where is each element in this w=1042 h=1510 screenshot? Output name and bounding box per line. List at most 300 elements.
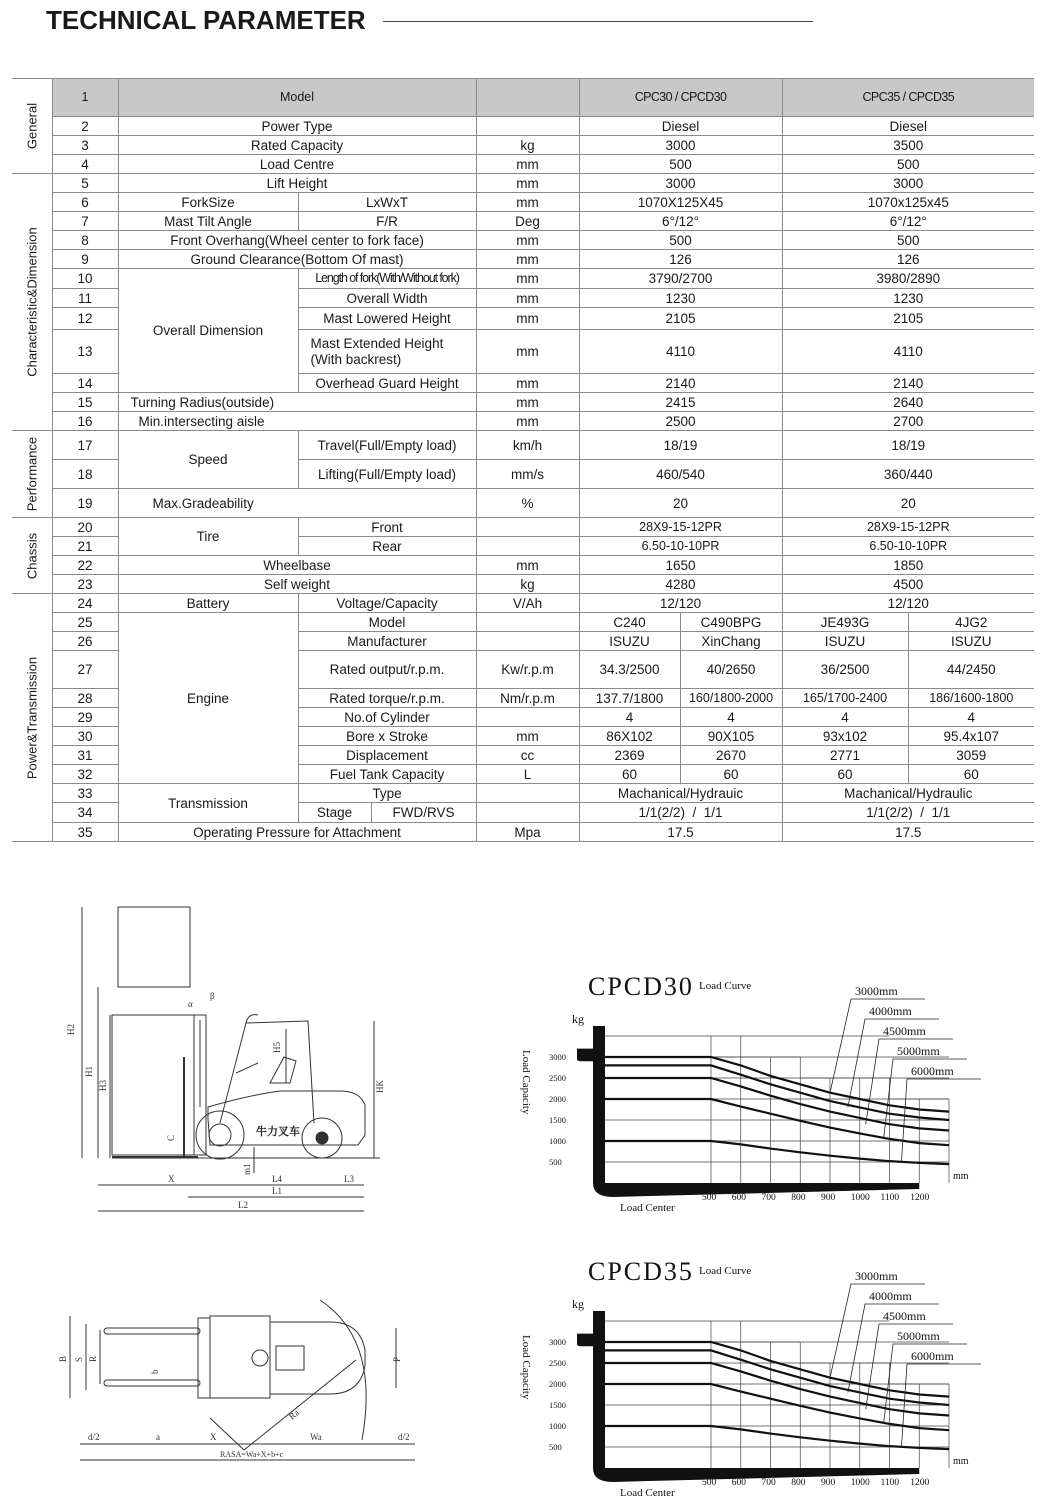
fork-top bbox=[104, 1328, 200, 1334]
technical-parameter-table bbox=[12, 78, 1034, 842]
dim-l1: L1 bbox=[272, 1186, 282, 1196]
x-tick-label: 700 bbox=[761, 1193, 776, 1203]
tilt-alpha: α bbox=[188, 999, 193, 1009]
category-general bbox=[12, 79, 52, 174]
row-value-b2: 3059 bbox=[908, 746, 1034, 765]
x-tick-label: 600 bbox=[731, 1193, 746, 1203]
row-number: 7 bbox=[52, 212, 118, 231]
row-value-b: 17.5 bbox=[782, 823, 1034, 842]
row-item: Voltage/Capacity bbox=[298, 594, 476, 613]
row-number: 19 bbox=[52, 489, 118, 518]
title-rule bbox=[383, 21, 813, 22]
legend-leader-line bbox=[901, 1079, 981, 1163]
y-tick-label: 500 bbox=[549, 1157, 562, 1167]
row-item: Lift Height bbox=[118, 174, 476, 193]
row-item: Front bbox=[298, 518, 476, 537]
row-number: 5 bbox=[52, 174, 118, 193]
row-value-b1: 60 bbox=[782, 765, 908, 784]
row-value-b: 2700 bbox=[782, 412, 1034, 431]
row-item: Lifting(Full/Empty load) bbox=[298, 460, 476, 489]
category-power-label: Power&Transmission bbox=[24, 656, 40, 779]
x-unit-label: mm bbox=[953, 1456, 969, 1467]
row-value-b1: 2771 bbox=[782, 746, 908, 765]
row-value-b2: 186/1600-1800 bbox=[908, 689, 1034, 708]
x-tick-label: 500 bbox=[702, 1478, 717, 1488]
row-value-b2: 4JG2 bbox=[908, 613, 1034, 632]
table-header-row bbox=[12, 79, 1034, 117]
tilt-beta: β bbox=[210, 991, 215, 1001]
dim-a: a bbox=[156, 1432, 160, 1442]
header-model-b: CPC35 / CPCD35 bbox=[782, 79, 1034, 117]
table-row bbox=[12, 393, 1034, 412]
row-value-a: 28X9-15-12PR bbox=[579, 518, 782, 537]
row-value-b: 3500 bbox=[782, 136, 1034, 155]
dim-l4: L4 bbox=[272, 1174, 282, 1184]
table-row bbox=[12, 174, 1034, 193]
dim-d2-right: d/2 bbox=[398, 1432, 410, 1442]
row-item: LxWxT bbox=[298, 193, 476, 212]
row-number: 30 bbox=[52, 727, 118, 746]
row-number: 35 bbox=[52, 823, 118, 842]
row-unit: Kw/r.p.m bbox=[476, 651, 579, 689]
load-curve-chart-cpcd35 bbox=[515, 1250, 985, 1510]
chart-subtitle: Load Curve bbox=[699, 1265, 752, 1277]
front-axle-area bbox=[210, 1316, 270, 1398]
row-number: 25 bbox=[52, 613, 118, 632]
row-unit: Nm/r.p.m bbox=[476, 689, 579, 708]
dim-c: C bbox=[166, 1134, 176, 1141]
row-value-a: 4110 bbox=[579, 330, 782, 374]
row-number: 22 bbox=[52, 556, 118, 575]
row-value-b: 500 bbox=[782, 155, 1034, 174]
row-number: 4 bbox=[52, 155, 118, 174]
table-row bbox=[12, 489, 1034, 518]
dim-d2-left: d/2 bbox=[88, 1432, 100, 1442]
x-tick-label: 1000 bbox=[850, 1193, 870, 1203]
row-number: 26 bbox=[52, 632, 118, 651]
table-row bbox=[12, 231, 1034, 250]
legend-leader-line bbox=[901, 1364, 981, 1448]
row-value-b: Machanical/Hydraulic bbox=[782, 784, 1034, 803]
fork-hook bbox=[577, 1049, 593, 1062]
steering-wheel bbox=[252, 1350, 268, 1366]
x-tick-label: 1200 bbox=[910, 1478, 930, 1488]
row-number: 16 bbox=[52, 412, 118, 431]
row-value-a: 1650 bbox=[579, 556, 782, 575]
x-tick-label: 800 bbox=[791, 1193, 806, 1203]
row-number: 12 bbox=[52, 308, 118, 330]
row-value-a: 2105 bbox=[579, 308, 782, 330]
x-unit-label: mm bbox=[953, 1171, 969, 1182]
row-number: 14 bbox=[52, 374, 118, 393]
row-number: 27 bbox=[52, 651, 118, 689]
row-unit: mm bbox=[476, 269, 579, 289]
table-row bbox=[12, 784, 1034, 803]
row-value-a: 3000 bbox=[579, 174, 782, 193]
table-row bbox=[12, 136, 1034, 155]
table-row bbox=[12, 412, 1034, 431]
legend-label: 4000mm bbox=[869, 1004, 912, 1018]
table-row bbox=[12, 823, 1034, 842]
lowered-load-outline bbox=[112, 1015, 194, 1155]
row-unit: mm bbox=[476, 231, 579, 250]
row-number: 3 bbox=[52, 136, 118, 155]
row-item: Load Centre bbox=[118, 155, 476, 174]
row-unit: Deg bbox=[476, 212, 579, 231]
row-item: Operating Pressure for Attachment bbox=[118, 823, 476, 842]
table-row bbox=[12, 250, 1034, 269]
row-value-b: 2640 bbox=[782, 393, 1034, 412]
x-tick-label: 500 bbox=[702, 1193, 717, 1203]
dim-b-small: b bbox=[150, 1369, 160, 1374]
row-value-b: 4110 bbox=[782, 330, 1034, 374]
row-value-b: 1850 bbox=[782, 556, 1034, 575]
row-value-a: Machanical/Hydrauic bbox=[579, 784, 782, 803]
chart-subtitle: Load Curve bbox=[699, 980, 752, 992]
row-value-a: 500 bbox=[579, 231, 782, 250]
row-item: Mast Lowered Height bbox=[298, 308, 476, 330]
dim-s: S bbox=[74, 1356, 84, 1362]
y-tick-label: 3000 bbox=[549, 1052, 566, 1062]
fork-bottom bbox=[104, 1380, 200, 1386]
seat bbox=[276, 1346, 304, 1370]
row-item-line1: Mast Extended Height bbox=[310, 335, 444, 351]
row-value-a: 2415 bbox=[579, 393, 782, 412]
dim-r: R bbox=[88, 1355, 98, 1362]
row-value-a1: 60 bbox=[579, 765, 680, 784]
curve-6000mm bbox=[605, 1141, 949, 1164]
row-unit: kg bbox=[476, 575, 579, 594]
row-item: Fuel Tank Capacity bbox=[298, 765, 476, 784]
row-item: Turning Radius(outside) bbox=[118, 393, 476, 412]
fork-hook bbox=[577, 1334, 593, 1347]
x-tick-label: 1100 bbox=[880, 1193, 900, 1203]
row-value-a: 17.5 bbox=[579, 823, 782, 842]
row-number: 18 bbox=[52, 460, 118, 489]
table-row bbox=[12, 613, 1034, 632]
row-value-b: 20 bbox=[782, 489, 1034, 518]
group-fork-size: ForkSize bbox=[118, 193, 298, 212]
row-value-a1: 34.3/2500 bbox=[579, 651, 680, 689]
row-unit bbox=[476, 613, 579, 632]
row-unit: kg bbox=[476, 136, 579, 155]
table-row bbox=[12, 155, 1034, 174]
row-unit: cc bbox=[476, 746, 579, 765]
row-number: 29 bbox=[52, 708, 118, 727]
dim-l3: L3 bbox=[344, 1174, 354, 1184]
dim-b: B bbox=[58, 1355, 68, 1362]
row-item: Rated output/r.p.m. bbox=[298, 651, 476, 689]
row-value-b: 126 bbox=[782, 250, 1034, 269]
row-value-b1: 93x102 bbox=[782, 727, 908, 746]
x-tick-label: 900 bbox=[821, 1193, 836, 1203]
row-number: 11 bbox=[52, 289, 118, 308]
category-power-transmission bbox=[12, 594, 52, 842]
y-tick-label: 2500 bbox=[549, 1358, 566, 1368]
x-tick-label: 1200 bbox=[910, 1193, 930, 1203]
table-row bbox=[12, 193, 1034, 212]
overhead-guard bbox=[220, 1021, 314, 1123]
row-number: 17 bbox=[52, 431, 118, 460]
row-number: 1 bbox=[52, 79, 118, 117]
x-tick-label: 1000 bbox=[850, 1478, 870, 1488]
row-value-b: 6°/12° bbox=[782, 212, 1034, 231]
group-mast-tilt: Mast Tilt Angle bbox=[118, 212, 298, 231]
chart-title: CPCD35 bbox=[588, 1257, 694, 1286]
dim-hk: HK bbox=[375, 1080, 385, 1093]
row-value-a: 1230 bbox=[579, 289, 782, 308]
dim-x: X bbox=[168, 1174, 175, 1184]
row-item: Ground Clearance(Bottom Of mast) bbox=[118, 250, 476, 269]
row-value-a: 500 bbox=[579, 155, 782, 174]
x-tick-label: 1100 bbox=[880, 1478, 900, 1488]
row-number: 31 bbox=[52, 746, 118, 765]
row-item bbox=[298, 803, 476, 823]
row-value-a1: ISUZU bbox=[579, 632, 680, 651]
row-item: Overhead Guard Height bbox=[298, 374, 476, 393]
row-value-a1: 2369 bbox=[579, 746, 680, 765]
dim-h5: H5 bbox=[272, 1042, 282, 1053]
y-unit-label: kg bbox=[572, 1297, 584, 1311]
fwd-rvs-label: FWD/RVS bbox=[392, 805, 455, 820]
dim-h1: H1 bbox=[84, 1066, 94, 1077]
row-value-b1: 165/1700-2400 bbox=[782, 689, 908, 708]
header-unit bbox=[476, 79, 579, 117]
row-value-a2: 2670 bbox=[680, 746, 782, 765]
category-chassis-label: Chassis bbox=[24, 532, 40, 579]
row-number: 23 bbox=[52, 575, 118, 594]
row-unit: mm bbox=[476, 289, 579, 308]
row-value-a1: 4 bbox=[579, 708, 680, 727]
table-row bbox=[12, 117, 1034, 136]
legend-label: 5000mm bbox=[897, 1044, 940, 1058]
y-unit-label: kg bbox=[572, 1012, 584, 1026]
row-unit: mm bbox=[476, 193, 579, 212]
row-value-b: 12/120 bbox=[782, 594, 1034, 613]
x-axis-label: Load Center bbox=[620, 1487, 675, 1499]
brand-text: 牛力叉车 bbox=[256, 1126, 300, 1138]
row-unit: mm bbox=[476, 174, 579, 193]
row-value-b: 28X9-15-12PR bbox=[782, 518, 1034, 537]
row-item: Rear bbox=[298, 537, 476, 556]
header-model: Model bbox=[118, 79, 476, 117]
curve-6000mm bbox=[605, 1426, 949, 1449]
row-unit: mm bbox=[476, 308, 579, 330]
row-value-a: 460/540 bbox=[579, 460, 782, 489]
y-tick-label: 1500 bbox=[549, 1115, 566, 1125]
row-value-a2: 40/2650 bbox=[680, 651, 782, 689]
row-value-b: 18/19 bbox=[782, 431, 1034, 460]
row-number: 13 bbox=[52, 330, 118, 374]
legend-label: 4000mm bbox=[869, 1289, 912, 1303]
legend-label: 6000mm bbox=[911, 1349, 954, 1363]
x-axis-label: Load Center bbox=[620, 1202, 675, 1214]
row-value-b: 3980/2890 bbox=[782, 269, 1034, 289]
x-tick-label: 600 bbox=[731, 1478, 746, 1488]
y-tick-label: 2000 bbox=[549, 1094, 566, 1104]
table-row bbox=[12, 575, 1034, 594]
row-item-line2: (With backrest) bbox=[310, 351, 402, 367]
row-value-a: 20 bbox=[579, 489, 782, 518]
row-item: Min.intersecting aisle bbox=[118, 412, 476, 431]
row-unit bbox=[476, 784, 579, 803]
row-value-b2: ISUZU bbox=[908, 632, 1034, 651]
y-tick-label: 2500 bbox=[549, 1073, 566, 1083]
row-item: Self weight bbox=[118, 575, 476, 594]
row-value-a: 3000 bbox=[579, 136, 782, 155]
x-tick-label: 900 bbox=[821, 1478, 836, 1488]
row-value-a: 1070X125X45 bbox=[579, 193, 782, 212]
row-value-a2: 160/1800-2000 bbox=[680, 689, 782, 708]
table-row bbox=[12, 556, 1034, 575]
dim-h3: H3 bbox=[98, 1080, 108, 1091]
row-value-a: Diesel bbox=[579, 117, 782, 136]
row-value-a: 12/120 bbox=[579, 594, 782, 613]
group-tire: Tire bbox=[118, 518, 298, 556]
row-value-b: 6.50-10-10PR bbox=[782, 537, 1034, 556]
row-value-a: 18/19 bbox=[579, 431, 782, 460]
legend-label: 5000mm bbox=[897, 1329, 940, 1343]
row-value-b: 3000 bbox=[782, 174, 1034, 193]
row-value-b2: 95.4x107 bbox=[908, 727, 1034, 746]
legend-label: 3000mm bbox=[855, 1269, 898, 1283]
row-unit: mm bbox=[476, 250, 579, 269]
row-number: 9 bbox=[52, 250, 118, 269]
curve-4000mm bbox=[605, 1065, 949, 1120]
row-value-b: 4500 bbox=[782, 575, 1034, 594]
row-item: Manufacturer bbox=[298, 632, 476, 651]
row-value-b2: 44/2450 bbox=[908, 651, 1034, 689]
group-engine: Engine bbox=[118, 613, 298, 784]
row-item: Displacement bbox=[298, 746, 476, 765]
row-item: Model bbox=[298, 613, 476, 632]
row-value-a1: 86X102 bbox=[579, 727, 680, 746]
group-transmission: Transmission bbox=[118, 784, 298, 823]
raised-load-outline bbox=[118, 907, 190, 987]
group-overall-dimension: Overall Dimension bbox=[118, 269, 298, 393]
row-value-a: 2140 bbox=[579, 374, 782, 393]
table-row bbox=[12, 594, 1034, 613]
group-battery: Battery bbox=[118, 594, 298, 613]
y-tick-label: 3000 bbox=[549, 1337, 566, 1347]
row-item: Travel(Full/Empty load) bbox=[298, 431, 476, 460]
table-row bbox=[12, 431, 1034, 460]
row-unit bbox=[476, 803, 579, 823]
row-item: Rated torque/r.p.m. bbox=[298, 689, 476, 708]
row-number: 32 bbox=[52, 765, 118, 784]
row-item: Wheelbase bbox=[118, 556, 476, 575]
row-item: No.of Cylinder bbox=[298, 708, 476, 727]
row-unit: mm bbox=[476, 155, 579, 174]
row-item: Bore x Stroke bbox=[298, 727, 476, 746]
row-unit bbox=[476, 708, 579, 727]
row-number: 15 bbox=[52, 393, 118, 412]
row-value-b1: ISUZU bbox=[782, 632, 908, 651]
row-unit: mm bbox=[476, 330, 579, 374]
row-item: Max.Gradeability bbox=[118, 489, 476, 518]
category-characteristic-dimension bbox=[12, 174, 52, 431]
row-value-a: 4280 bbox=[579, 575, 782, 594]
row-unit: % bbox=[476, 489, 579, 518]
row-value-b: 500 bbox=[782, 231, 1034, 250]
row-value-b: 360/440 bbox=[782, 460, 1034, 489]
dim-ra: Ra bbox=[286, 1407, 301, 1422]
row-unit: mm bbox=[476, 556, 579, 575]
row-value-a2: C490BPG bbox=[680, 613, 782, 632]
y-axis-label: Load Capacity bbox=[520, 1050, 532, 1115]
x-tick-label: 800 bbox=[791, 1478, 806, 1488]
row-value-b: 2140 bbox=[782, 374, 1034, 393]
legend-label: 4500mm bbox=[883, 1024, 926, 1038]
row-item: Type bbox=[298, 784, 476, 803]
dim-m1: m1 bbox=[242, 1163, 252, 1175]
row-unit bbox=[476, 632, 579, 651]
fork-shape bbox=[593, 1311, 919, 1482]
row-value-a2: XinChang bbox=[680, 632, 782, 651]
table-row bbox=[12, 269, 1034, 289]
row-value-a2: 60 bbox=[680, 765, 782, 784]
row-value-b1: 36/2500 bbox=[782, 651, 908, 689]
row-item: F/R bbox=[298, 212, 476, 231]
row-item: Power Type bbox=[118, 117, 476, 136]
y-tick-label: 1500 bbox=[549, 1400, 566, 1410]
row-unit bbox=[476, 117, 579, 136]
forklift-top-view-diagram bbox=[60, 1280, 430, 1470]
row-unit: km/h bbox=[476, 431, 579, 460]
row-number: 20 bbox=[52, 518, 118, 537]
row-value-a1: 137.7/1800 bbox=[579, 689, 680, 708]
row-unit: mm bbox=[476, 727, 579, 746]
legend-label: 3000mm bbox=[855, 984, 898, 998]
y-tick-label: 500 bbox=[549, 1442, 562, 1452]
table-row bbox=[12, 212, 1034, 231]
row-number: 21 bbox=[52, 537, 118, 556]
row-unit: mm bbox=[476, 393, 579, 412]
row-value-a: 1/1(2/2) / 1/1 bbox=[579, 803, 782, 823]
row-item bbox=[298, 330, 476, 374]
stage-label: Stage bbox=[299, 803, 372, 822]
fork-shape bbox=[593, 1026, 919, 1197]
page-title: TECHNICAL PARAMETER bbox=[46, 5, 366, 35]
row-value-b1: 4 bbox=[782, 708, 908, 727]
category-performance bbox=[12, 431, 52, 518]
row-number: 8 bbox=[52, 231, 118, 250]
y-axis-label: Load Capacity bbox=[520, 1335, 532, 1400]
row-unit: mm/s bbox=[476, 460, 579, 489]
row-value-b2: 4 bbox=[908, 708, 1034, 727]
row-number: 2 bbox=[52, 117, 118, 136]
row-unit: L bbox=[476, 765, 579, 784]
table-row bbox=[12, 518, 1034, 537]
row-number: 33 bbox=[52, 784, 118, 803]
rasa-formula: RASA=Wa+X+b+c bbox=[220, 1450, 284, 1459]
group-speed: Speed bbox=[118, 431, 298, 489]
x-tick-label: 700 bbox=[761, 1478, 776, 1488]
row-value-b: 1230 bbox=[782, 289, 1034, 308]
chart-title: CPCD30 bbox=[588, 972, 694, 1001]
category-characteristic-label: Characteristic&Dimension bbox=[24, 227, 40, 377]
dim-l2: L2 bbox=[238, 1200, 248, 1210]
row-value-a: 126 bbox=[579, 250, 782, 269]
y-tick-label: 2000 bbox=[549, 1379, 566, 1389]
row-value-a1: C240 bbox=[579, 613, 680, 632]
row-number: 10 bbox=[52, 269, 118, 289]
legend-label: 6000mm bbox=[911, 1064, 954, 1078]
row-item: Length of fork(With/Without fork) bbox=[298, 269, 476, 289]
category-performance-label: Performance bbox=[24, 436, 40, 512]
row-number: 34 bbox=[52, 803, 118, 823]
row-value-a: 6°/12° bbox=[579, 212, 782, 231]
